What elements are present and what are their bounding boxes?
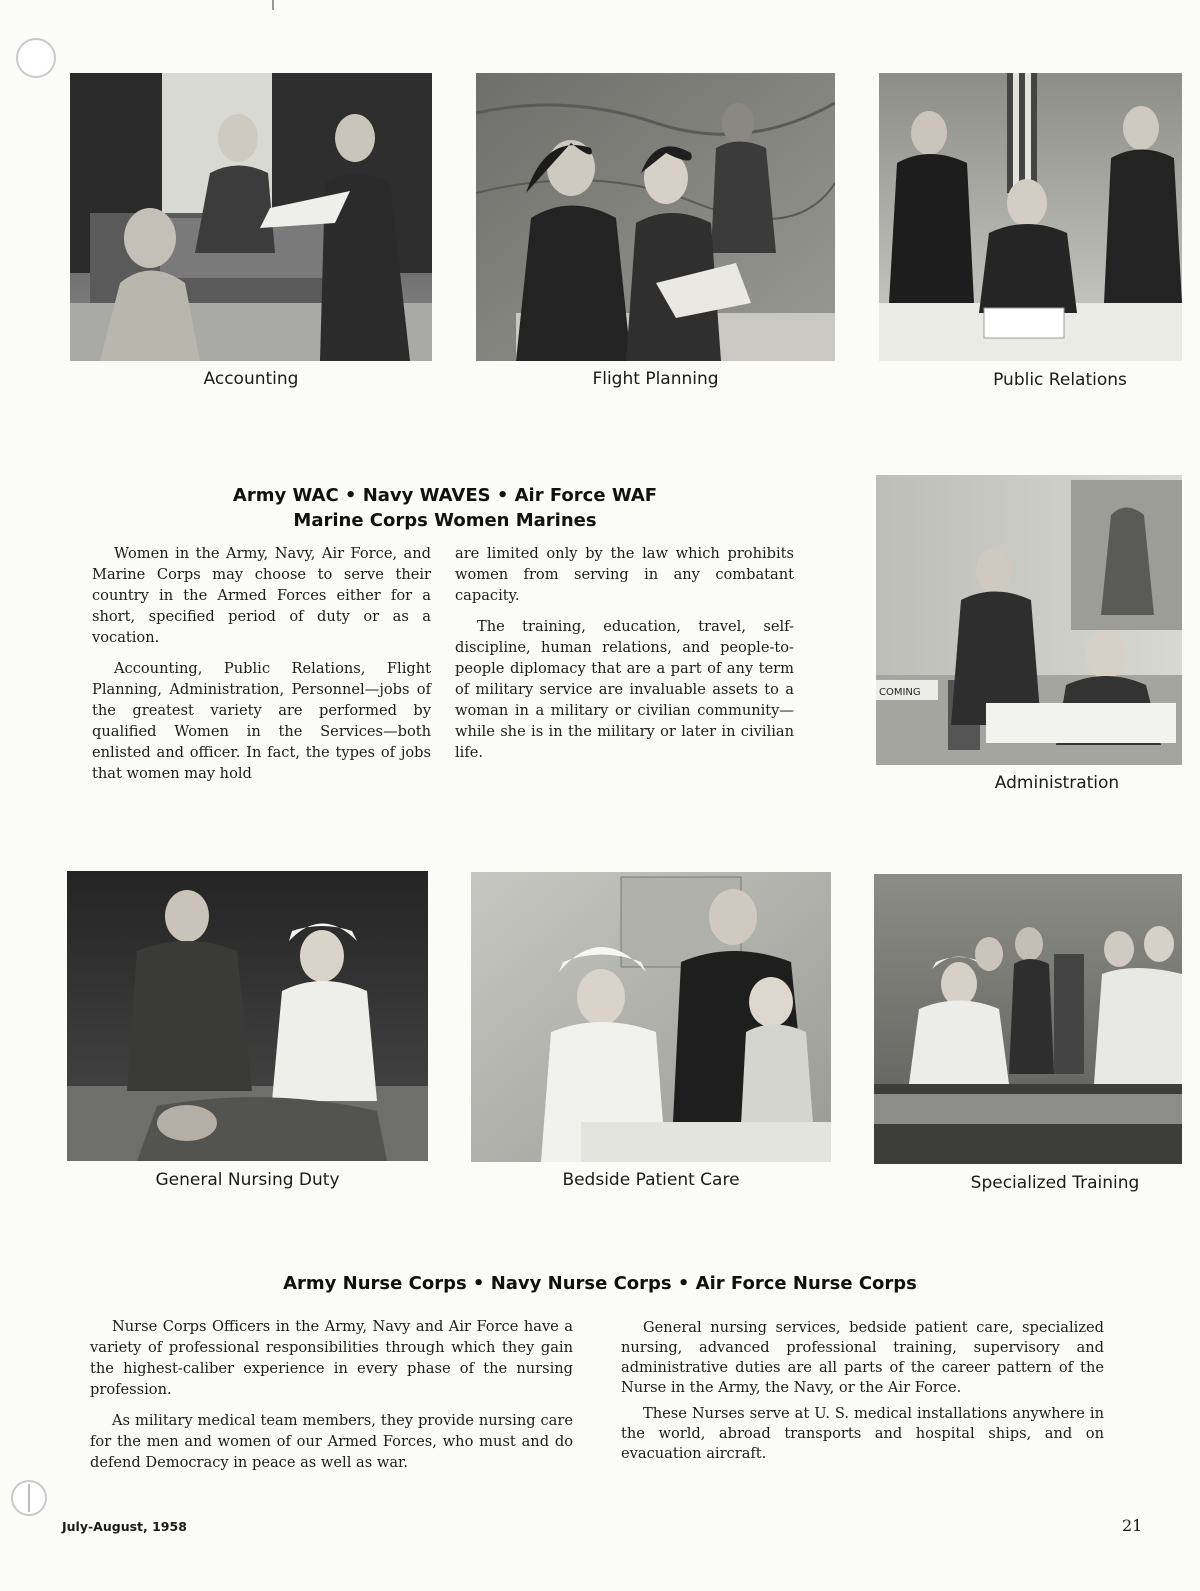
- public-relations-photo: [879, 73, 1182, 361]
- specialized-training-caption: Specialized Training: [970, 1173, 1140, 1193]
- specialized-training-photo: [874, 874, 1182, 1164]
- paragraph: As military medical team members, they provide nursing care for the men and women of our Armed Forces, who must and do defend Democracy in peace as well as war.: [90, 1412, 573, 1471]
- paragraph: are limited only by the law which prohibits women from serving in any combatant capacity.: [455, 545, 794, 604]
- paragraph: The training, education, travel, self-discipline, human relations, and people-to-people diplomacy that are a part of any term of military service are invaluable assets to a woman in a military or civilian community—while she is in the military or later in civilian life.: [455, 618, 794, 761]
- coming-sign-text: COMING: [879, 687, 921, 698]
- fold-mark: [272, 0, 274, 10]
- section1-column-1: [92, 543, 431, 794]
- flight-planning-photo: [476, 73, 835, 361]
- bedside-care-photo: [471, 872, 831, 1162]
- section1-heading-line1: Army WAC • Navy WAVES • Air Force WAF: [232, 485, 658, 506]
- section2-column-1: [90, 1316, 573, 1483]
- paragraph: General nursing services, bedside patient care, specialized nursing, advanced professional training, supervisory and administrative duties are all parts of the career pattern of the Nurse in the Army, the Navy, or the Air Force.: [621, 1319, 1104, 1396]
- section1-heading-line2: Marine Corps Women Marines: [293, 510, 597, 531]
- section1-column-2: [455, 543, 794, 773]
- bedside-care-caption: Bedside Patient Care: [562, 1170, 740, 1190]
- binder-hole-top: [16, 38, 56, 78]
- section1-heading: [90, 483, 800, 533]
- administration-photo: [876, 475, 1182, 765]
- binder-hole-bottom: [11, 1480, 47, 1516]
- public-relations-caption: Public Relations: [993, 370, 1127, 390]
- paragraph: These Nurses serve at U. S. medical installations anywhere in the world, abroad transports and hospital ships, and on evacuation aircraft.: [621, 1405, 1104, 1462]
- accounting-photo: [70, 73, 432, 361]
- flight-planning-caption: Flight Planning: [592, 369, 719, 389]
- accounting-caption: Accounting: [203, 369, 299, 389]
- administration-caption: Administration: [994, 773, 1120, 793]
- paragraph: Accounting, Public Relations, Flight Planning, Administration, Personnel—jobs of the greatest variety are performed by qualified Women in the Services—both enlisted and officer. In fact, the types of jobs that women may hold: [92, 660, 431, 782]
- paragraph: Women in the Army, Navy, Air Force, and Marine Corps may choose to serve their country in the Armed Forces either for a short, specified period of duty or as a vocation.: [92, 545, 431, 646]
- section2-column-2: [621, 1318, 1104, 1474]
- page-number: 21: [1122, 1516, 1143, 1535]
- general-nursing-photo: [67, 871, 428, 1161]
- section2-heading: Army Nurse Corps • Navy Nurse Corps • Air Force Nurse Corps: [283, 1273, 917, 1294]
- general-nursing-caption: General Nursing Duty: [155, 1170, 340, 1190]
- paragraph: Nurse Corps Officers in the Army, Navy and Air Force have a variety of professional responsibilities through which they gain the highest-caliber experience in every phase of the nursing profession.: [90, 1318, 573, 1398]
- issue-date: July-August, 1958: [62, 1519, 187, 1534]
